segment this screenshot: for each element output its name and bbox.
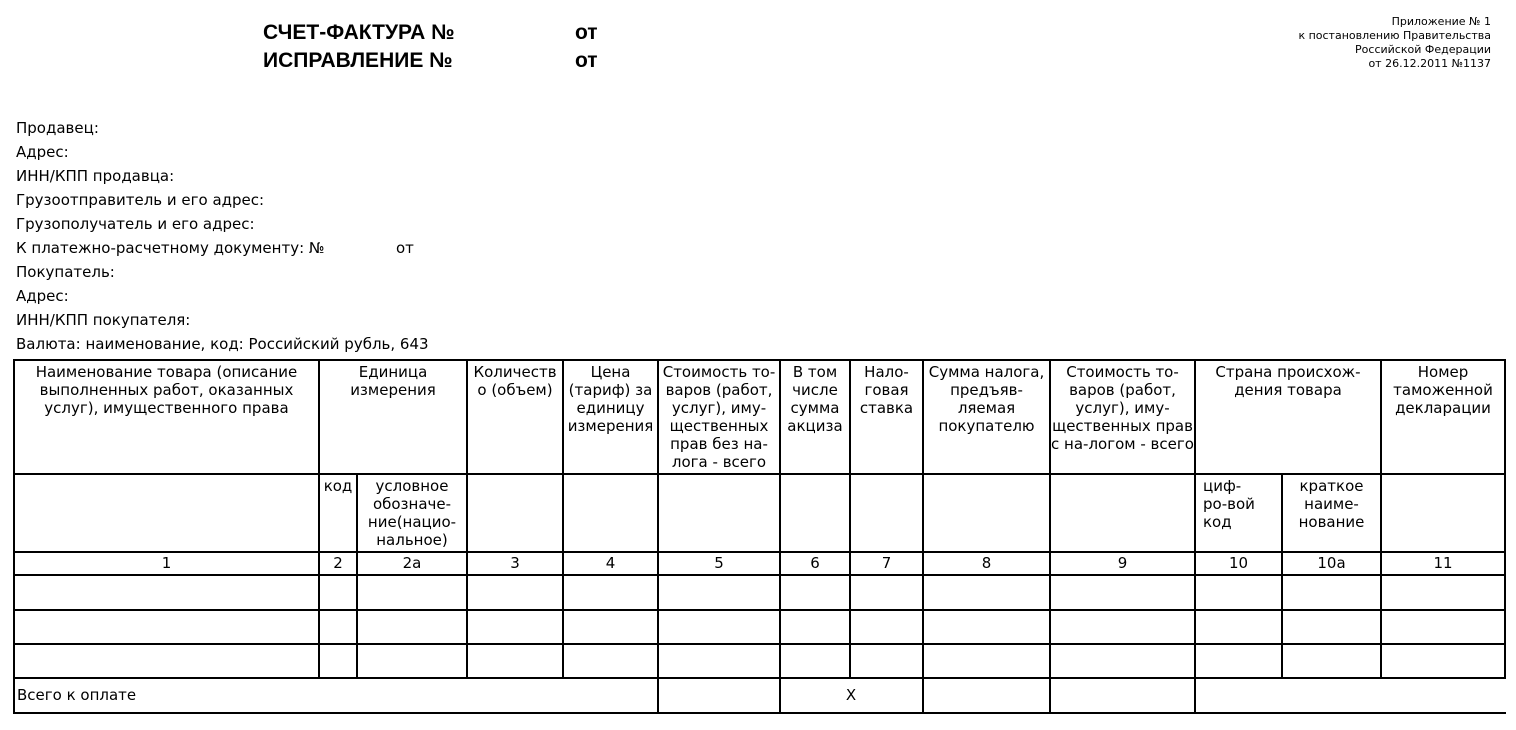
appendix-note <box>1298 15 1491 71</box>
correction-date-label: от <box>575 49 598 72</box>
total-label: Всего к оплате <box>17 686 137 704</box>
appendix-line-3: Российской Федерации <box>1355 43 1491 56</box>
header-country-code: циф-ро-вой код <box>1203 477 1255 531</box>
column-number: 10 <box>1228 554 1249 572</box>
invoice-date-label: от <box>575 21 598 44</box>
header-unit-name: условное обозначе-ние(нацио-нальное) <box>367 477 457 549</box>
column-number: 3 <box>510 554 520 572</box>
payment-doc-field: К платежно-расчетному документу: № <box>16 239 325 257</box>
header-country: Страна происхож-дения товара <box>1215 363 1361 399</box>
column-number: 9 <box>1117 554 1128 572</box>
column-number: 2а <box>402 554 422 572</box>
total-excise-x: X <box>845 686 857 704</box>
appendix-line-4: от 26.12.2011 №1137 <box>1368 57 1491 70</box>
header-cost-without-tax: Стоимость то-варов (работ, услуг), иму-щественных прав без на-лога - всего <box>662 363 776 471</box>
header-price: Цена (тариф) за единицу измерения <box>567 363 654 435</box>
column-number: 6 <box>810 554 820 572</box>
table-line <box>1504 359 1506 679</box>
buyer-address-field: Адрес: <box>16 287 69 305</box>
appendix-line-1: Приложение № 1 <box>1391 15 1491 28</box>
column-number: 4 <box>605 554 616 572</box>
column-number: 8 <box>981 554 992 572</box>
payment-doc-date-label: от <box>396 239 414 257</box>
table-line <box>318 359 320 679</box>
header-quantity: Количеств о (объем) <box>473 363 557 399</box>
buyer-inn-field: ИНН/КПП покупателя: <box>16 311 191 329</box>
header-tax-amount: Сумма налога, предъяв-ляемая покупателю <box>928 363 1045 435</box>
correction-title: ИСПРАВЛЕНИЕ № <box>263 49 453 72</box>
seller-inn-field: ИНН/КПП продавца: <box>16 167 175 185</box>
table-line <box>14 359 1506 361</box>
column-number: 2 <box>333 554 343 572</box>
header-tax-rate: Нало-говая ставка <box>859 363 914 417</box>
appendix-line-2: к постановлению Правительства <box>1298 29 1491 42</box>
table-line <box>466 359 468 679</box>
header-cost-with-tax: Стоимость то-варов (работ, услуг), иму-щественных прав с на-логом - всего <box>1051 363 1194 453</box>
column-number: 5 <box>714 554 724 572</box>
seller-field: Продавец: <box>16 119 99 137</box>
column-number: 11 <box>1433 554 1453 572</box>
shipper-field: Грузоотправитель и его адрес: <box>16 191 265 209</box>
column-number: 7 <box>881 554 892 572</box>
buyer-field: Покупатель: <box>16 263 115 281</box>
table-line <box>1194 359 1196 714</box>
column-number: 1 <box>161 554 172 572</box>
header-product-name: Наименование товара (описание выполненных работ, оказанных услуг), имущественного права <box>35 363 298 417</box>
header-customs-number: Номер таможенной декларации <box>1393 363 1493 417</box>
column-number: 10а <box>1317 554 1346 572</box>
header-unit-code: код <box>323 477 353 495</box>
invoice-title: СЧЕТ-ФАКТУРА № <box>263 21 455 44</box>
seller-address-field: Адрес: <box>16 143 69 161</box>
consignee-field: Грузополучатель и его адрес: <box>16 215 255 233</box>
table-line <box>14 712 1506 714</box>
header-unit: Единица измерения <box>350 363 436 399</box>
currency-field: Валюта: наименование, код: Российский рубль, 643 <box>16 335 429 353</box>
header-excise: В том числе сумма акциза <box>787 363 843 435</box>
header-country-name: краткое наиме-нование <box>1298 477 1365 531</box>
